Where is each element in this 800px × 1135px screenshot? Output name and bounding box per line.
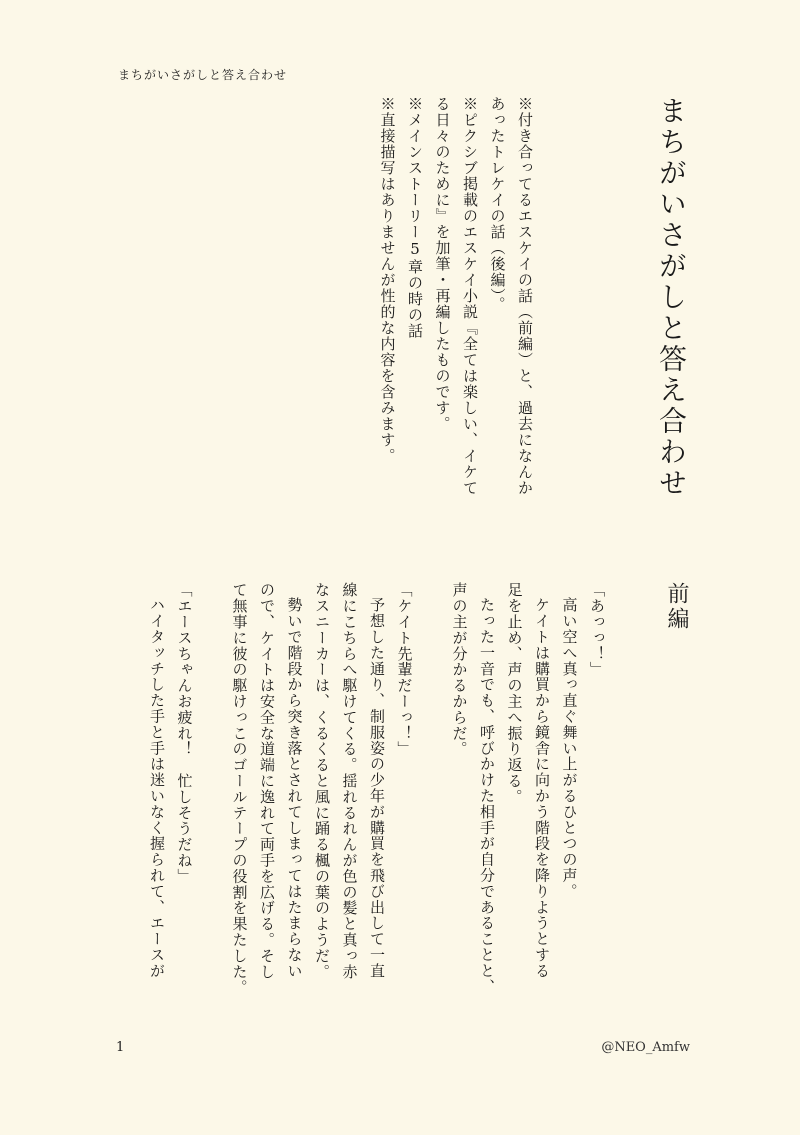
body-line: ので、ケイトは安全な道端に逸れて両手を広げる。そし [258, 582, 276, 980]
body-text [143, 582, 611, 995]
body-line: 線にこちらへ駆けてくる。揺れるれんが色の髪と真っ赤 [340, 582, 359, 980]
note-line: あったトレケイの話（後編）。 [488, 96, 507, 313]
body-line: ハイタッチした手と手は迷いなく握られて、エースが [148, 597, 166, 979]
blank-line [418, 582, 446, 995]
author-credit: @NEO_Amfw [601, 1040, 690, 1055]
blank-line [198, 582, 226, 995]
body-line: たった一音でも、呼びかけた相手が自分であることと、 [478, 597, 496, 995]
note-line: ※ピクシブ掲載のエスケイ小説『全ては楽しい、イケて [461, 96, 479, 496]
body-line: 声の主が分かるからだ。 [450, 582, 469, 757]
note-line: ※直接描写はありませんが性的な内容を含みます。 [378, 96, 397, 464]
notes-block [373, 96, 538, 496]
page-number: 1 [116, 1040, 125, 1055]
body-line: 高い空へ真っ直ぐ舞い上がるひとつの声。 [560, 597, 579, 900]
body-line: 勢いで階段から突き落とされてしまってはたまらない [285, 597, 304, 979]
chapter-heading: 前編 [664, 582, 689, 632]
body-line: 「エースちゃんお疲れ！ 忙しそうだね」 [175, 582, 194, 885]
body-line: 「あっっ！」 [588, 582, 606, 678]
body-line: 「ケイト先輩だーっ！」 [395, 582, 414, 757]
running-head: まちがいさがしと答え合わせ [118, 68, 288, 82]
body-line: 予想した通り、制服姿の少年が購買を飛び出して一直 [368, 597, 386, 979]
note-line: ※メインストーリー5章の時の話 [406, 96, 424, 339]
page-title: まちがいさがしと答え合わせ [655, 96, 688, 499]
body-line: ケイトは購買から鏡舎に向かう階段を降りようとする [533, 597, 551, 979]
body-line: て無事に彼の駆けっこのゴールテープの役割を果たした。 [230, 582, 249, 996]
note-line: ※付き合ってるエスケイの話（前編）と、過去になんか [516, 96, 534, 496]
note-line: る日々のために』を加筆・再編したものです。 [433, 96, 452, 432]
body-line: 足を止め、声の主へ振り返る。 [505, 582, 524, 805]
body-line: なスニーカーは、くるくると風に踊る楓の葉のようだ。 [313, 582, 331, 980]
